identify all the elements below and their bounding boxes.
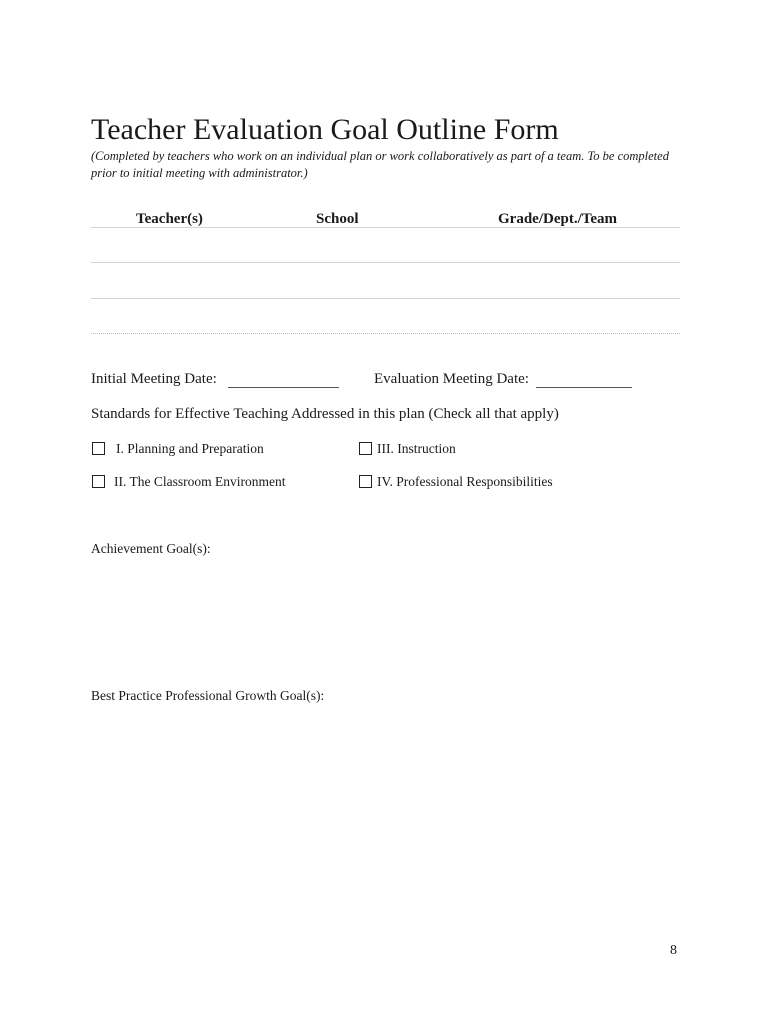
form-title: Teacher Evaluation Goal Outline Form <box>91 113 559 146</box>
initial-meeting-label: Initial Meeting Date: <box>91 371 217 387</box>
standard-2-label: II. The Classroom Environment <box>114 474 286 489</box>
header-rule <box>91 227 680 228</box>
standards-heading: Standards for Effective Teaching Addressed in this plan (Check all that apply) <box>91 406 559 422</box>
growth-goals-label: Best Practice Professional Growth Goal(s): <box>91 688 325 703</box>
standard-4-checkbox[interactable] <box>359 475 372 488</box>
initial-meeting-date-field[interactable] <box>228 387 339 388</box>
standard-3-label: III. Instruction <box>377 441 456 456</box>
school-column-header: School <box>316 211 359 227</box>
evaluation-meeting-label: Evaluation Meeting Date: <box>374 371 529 387</box>
standard-1-checkbox[interactable] <box>92 442 105 455</box>
standard-1-label: I. Planning and Preparation <box>116 441 264 456</box>
standard-2-checkbox[interactable] <box>92 475 105 488</box>
standard-3-checkbox[interactable] <box>359 442 372 455</box>
entry-row-line[interactable] <box>91 262 680 263</box>
entry-row-line[interactable] <box>91 333 680 334</box>
entry-row-line[interactable] <box>91 298 680 299</box>
teachers-column-header: Teacher(s) <box>136 211 203 227</box>
achievement-goals-label: Achievement Goal(s): <box>91 541 211 556</box>
page-number: 8 <box>670 943 677 958</box>
form-instructions: (Completed by teachers who work on an individual plan or work collaboratively as part of a team. To be completed prior to initial meeting with administrator.) <box>91 149 669 180</box>
evaluation-meeting-date-field[interactable] <box>536 387 632 388</box>
grade-column-header: Grade/Dept./Team <box>498 211 618 227</box>
standard-4-label: IV. Professional Responsibilities <box>377 474 553 489</box>
